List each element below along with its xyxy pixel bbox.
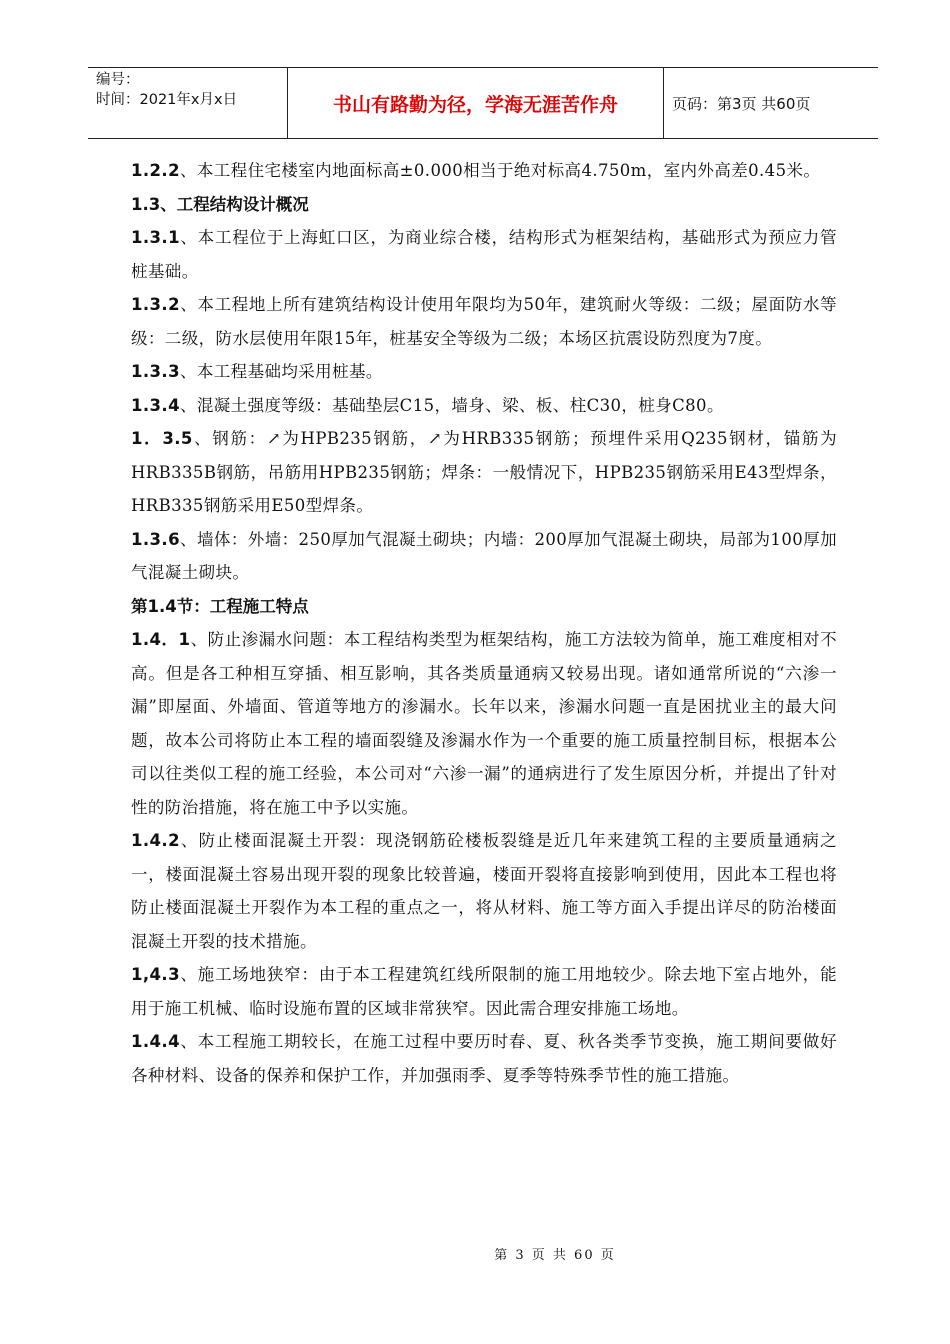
page-header [88, 67, 878, 139]
header-motto: 书山有路勤为径，学海无涯苦作舟 [288, 68, 664, 138]
paragraph [131, 154, 837, 188]
clause-number: 1.4.4 [131, 1032, 180, 1051]
document-number: 编号： [96, 72, 140, 88]
paragraph-text: 、混凝土强度等级：基础垫层C15，墙身、梁、板、柱C30，桩身C80。 [179, 395, 724, 415]
clause-number: 1．3.5 [131, 429, 193, 448]
paragraph-text: 、本工程施工期较长，在施工过程中要历时春、夏、秋各类季节变换，施工期间要做好各种材料、设备的保养和保护工作，并加强雨季、夏季等特殊季节性的施工措施。 [131, 1032, 837, 1085]
paragraph-text: 、墙体：外墙：250厚加气混凝土砌块；内墙：200厚加气混凝土砌块，局部为100厚加气混凝土砌块。 [131, 529, 837, 582]
clause-number: 1.3.6 [131, 529, 180, 549]
page-footer [0, 1244, 950, 1263]
clause-number: 1.4.2 [131, 831, 180, 850]
header-meta [88, 68, 288, 138]
clause-number: 1,4.3 [131, 965, 180, 984]
paragraph-text: 、本工程住宅楼室内地面标高±0.000相当于绝对标高4.750m，室内外高差0.45米。 [179, 161, 821, 180]
paragraph-text: 、钢筋：↗为HPB235钢筋，↗为HRB335钢筋；预埋件采用Q235钢材，锚筋为HRB335B钢筋，吊筋用HPB235钢筋；焊条：一般情况下，HPB235钢筋采用E43型焊条，HRB335钢筋采用E50型焊条。 [131, 429, 837, 515]
paragraph [131, 1025, 837, 1092]
section-heading: 1.3、工程结构设计概况 [131, 194, 309, 214]
section-heading: 第1.4节：工程施工特点 [131, 596, 309, 616]
paragraph-text: 、本工程地上所有建筑结构设计使用年限均为50年，建筑耐火等级：二级；屋面防水等级：二级，防水层使用年限15年，桩基安全等级为二级；本场区抗震设防烈度为7度。 [131, 295, 837, 348]
clause-number: 1.3.2 [131, 295, 180, 314]
document-date: 时间：2021年x月x日 [96, 92, 238, 108]
paragraph [131, 623, 837, 824]
clause-number: 1.3.4 [131, 395, 180, 415]
paragraph-text: 、防止楼面混凝土开裂：现浇钢筋砼楼板裂缝是近几年来建筑工程的主要质量通病之一，楼面混凝土容易出现开裂的现象比较普遍，楼面开裂将直接影响到使用，因此本工程也将防止楼面混凝土开裂作为本工程的重点之一，将从材料、施工等方面入手提出详尽的防治楼面混凝土开裂的技术措施。 [131, 831, 837, 951]
paragraph-text: 、本工程位于上海虹口区，为商业综合楼，结构形式为框架结构，基础形式为预应力管桩基础。 [131, 228, 837, 281]
paragraph [131, 221, 837, 288]
clause-number: 1.2.2 [131, 161, 180, 180]
clause-number: 1.3.1 [131, 228, 180, 247]
clause-number: 1.4．1 [131, 630, 191, 649]
paragraph [131, 288, 837, 355]
paragraph [131, 422, 837, 523]
paragraph [131, 389, 837, 423]
paragraph [131, 958, 837, 1025]
paragraph [131, 355, 837, 389]
paragraph-text: 、施工场地狭窄：由于本工程建筑红线所限制的施工用地较少。除去地下室占地外，能用于施工机械、临时设施布置的区域非常狭窄。因此需合理安排施工场地。 [131, 965, 837, 1018]
paragraph-text: 、防止渗漏水问题：本工程结构类型为框架结构，施工方法较为简单，施工难度相对不高。但是各工种相互穿插、相互影响，其各类质量通病又较易出现。诸如通常所说的“六渗一漏”即屋面、外墙面、管道等地方的渗漏水。长年以来，渗漏水问题一直是困扰业主的最大问题，故本公司将防止本工程的墙面裂缝及渗漏水作为一个重要的施工质量控制目标，根据本公司以往类似工程的施工经验，本公司对“六渗一漏”的通病进行了发生原因分析，并提出了针对性的防治措施，将在施工中予以实施。 [131, 630, 838, 817]
document-body [131, 154, 837, 1092]
paragraph [131, 824, 837, 958]
paragraph [131, 523, 837, 590]
header-page-number: 页码：第3页 共60页 [672, 94, 811, 113]
footer-page-number: 第 3 页 共 60 页 [494, 1248, 616, 1263]
clause-number: 1.3.3 [131, 362, 180, 381]
paragraph-text: 、本工程基础均采用桩基。 [179, 362, 383, 381]
